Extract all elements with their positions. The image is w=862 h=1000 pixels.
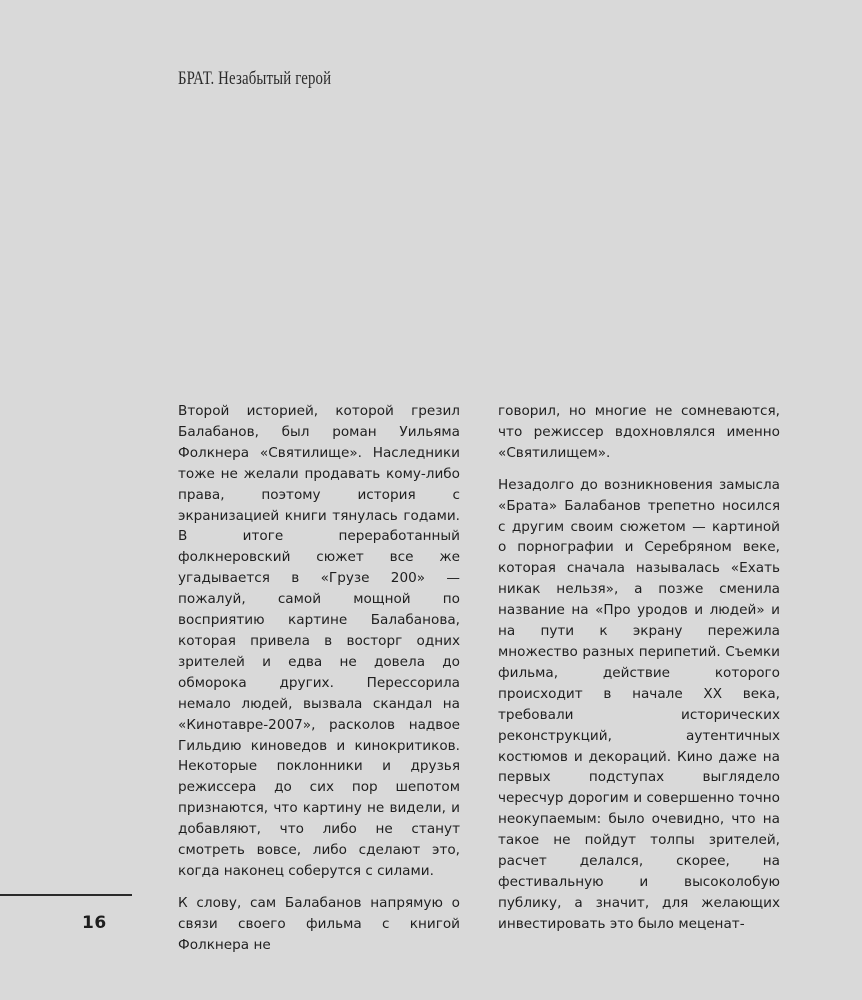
paragraph: К слову, сам Балабанов напрямую о связи своего фильма с книгой Фолкнера не — [178, 894, 460, 953]
paragraph: Незадолго до возникновения замысла «Брата» Балабанов трепетно носился с другим своим сюжетом — картиной о порнографии и Серебряном веке, которая сначала называлась «Ехать никак нельзя», а позже сменила название на «Про уродов и людей» и на пути к экрану пережила множество разных перипетий. Съемки фильма, действие которого происходит в начале XX века, требовали исторических реконструкций, аутентичных костюмов и декораций. Кино даже на первых подступах выглядело чересчур дорогим и совершенно точно неокупаемым: было очевидно, что на такое не пойдут толпы зрителей, расчет делался, скорее, на фестивальную и высоколобую публику, а значит, для желающих инвестировать это было меценат- — [498, 476, 780, 932]
text-column-right — [498, 401, 780, 946]
paragraph: Второй историей, которой грезил Балабанов, был роман Уильяма Фолкнера «Святилище». Наследники тоже не желали продавать кому-либо права, поэтому история с экранизацией книги тянулась годами. В итоге переработанный фолкнеровский сюжет все же угадывается в «Грузе 200» — пожалуй, самой мощной по восприятию картине Балабанова, которая привела в восторг одних зрителей и едва не довела до обморока других. Перессорила немало людей, вызвала скандал на «Кинотавре-2007», расколов надвое Гильдию киноведов и кинокритиков. Некоторые поклонники и друзья режиссера до сих пор шепотом признаются, что картину не видели, и добавляют, что либо не станут смотреть вовсе, либо сделают это, когда наконец соберутся с силами. — [178, 403, 460, 879]
running-header: БРАТ. Незабытый герой — [178, 68, 332, 89]
page-number: 16 — [82, 913, 107, 933]
paragraph: говорил, но многие не сомневаются, что режиссер вдохновлялся именно «Святилищем». — [498, 403, 780, 461]
text-column-left — [178, 401, 460, 967]
footer-rule — [0, 894, 132, 896]
